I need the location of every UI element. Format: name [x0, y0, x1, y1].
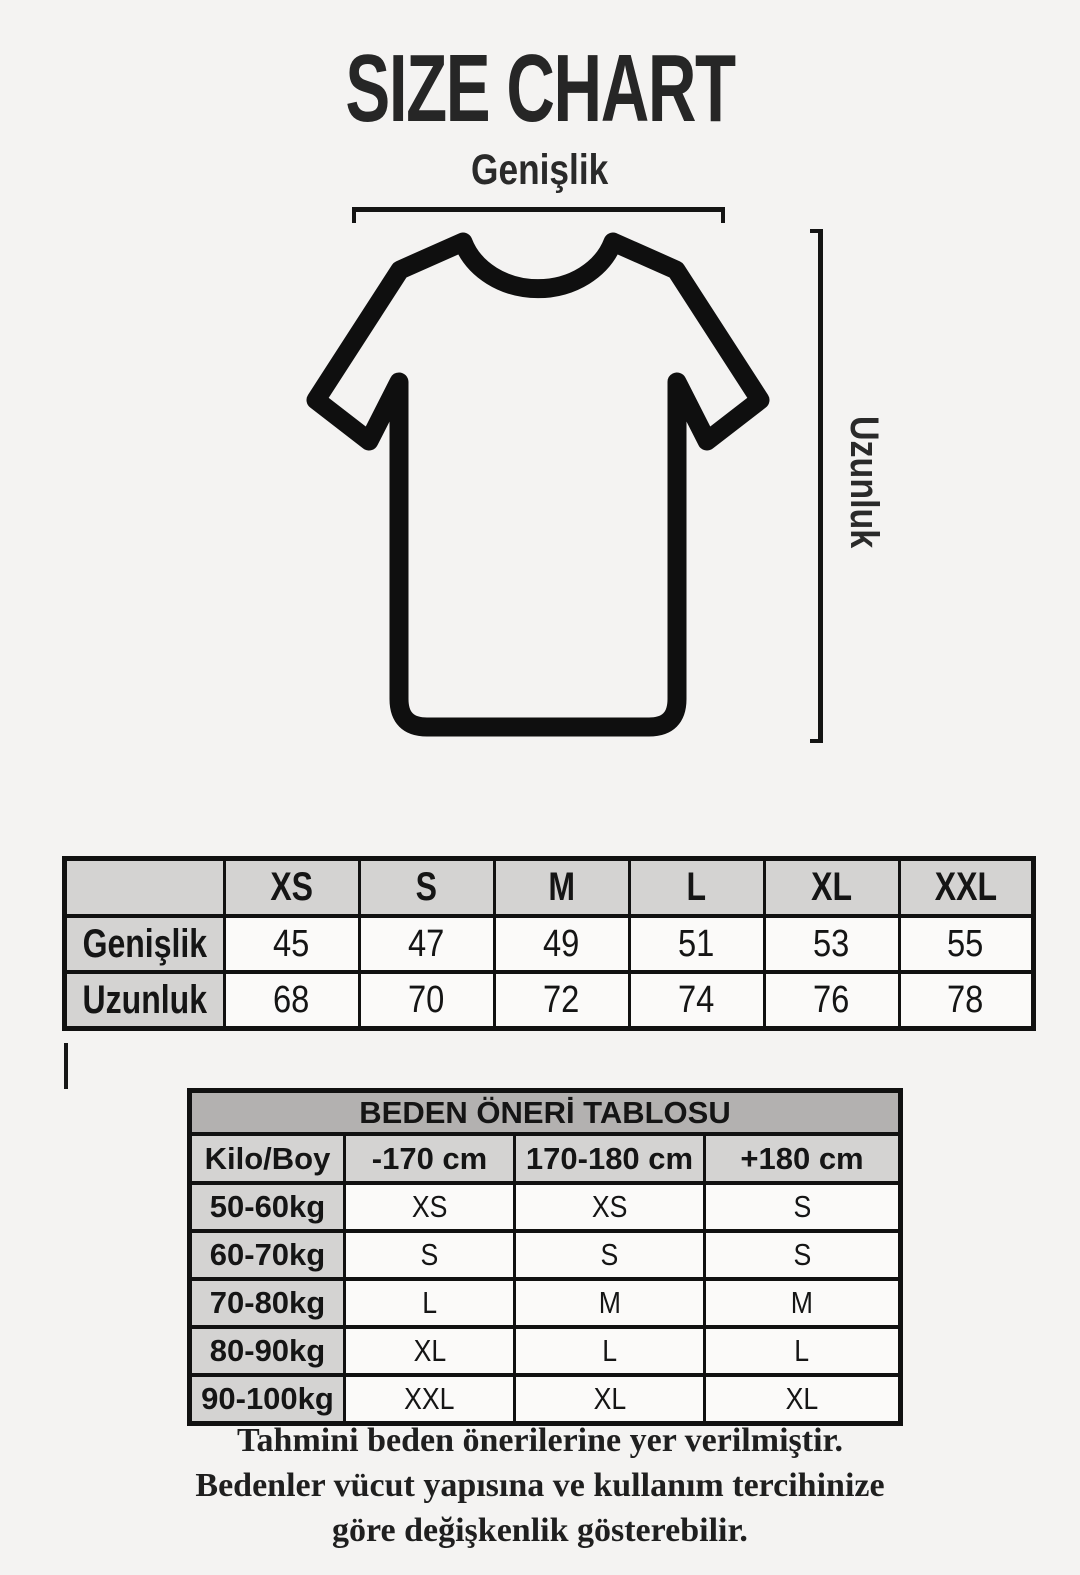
size-table-cell: 74 — [629, 972, 764, 1029]
recommendation-table-title-row — [190, 1091, 901, 1135]
recommendation-cell: XS — [515, 1183, 705, 1231]
recommendation-cell: S — [705, 1231, 901, 1279]
width-measure-bracket — [352, 207, 725, 223]
tshirt-outline-icon — [288, 222, 788, 762]
weight-range-label: 70-80kg — [190, 1279, 345, 1327]
size-table-header-cell: XS — [224, 859, 359, 917]
recommendation-table-row — [190, 1375, 901, 1424]
size-table-cell: 47 — [359, 916, 494, 972]
width-label-text: Genişlik — [471, 146, 609, 194]
size-table-header-cell: S — [359, 859, 494, 917]
size-table — [62, 856, 1036, 1031]
recommendation-table-header-row — [190, 1134, 901, 1183]
recommendation-cell: S — [345, 1231, 515, 1279]
footer-line: Bedenler vücut yapısına ve kullanım tercihinize — [195, 1467, 885, 1504]
recommendation-cell: XL — [345, 1327, 515, 1375]
size-table-length-row — [65, 972, 1034, 1029]
weight-range-label: 50-60kg — [190, 1183, 345, 1231]
size-table-row-label: Uzunluk — [65, 972, 225, 1029]
recommendation-cell: S — [705, 1183, 901, 1231]
recommendation-table-row — [190, 1279, 901, 1327]
size-table-width-row — [65, 916, 1034, 972]
stray-tick-mark — [64, 1043, 68, 1089]
recommendation-cell: L — [515, 1327, 705, 1375]
recommendation-cell: S — [515, 1231, 705, 1279]
recommendation-table-row — [190, 1327, 901, 1375]
size-table-header-cell: L — [629, 859, 764, 917]
length-measure-line — [810, 229, 823, 743]
length-label: Uzunluk — [842, 416, 886, 549]
page-title: SIZE CHART — [345, 35, 735, 142]
recommendation-cell: XS — [345, 1183, 515, 1231]
recommendation-table-header-cell: -170 cm — [345, 1134, 515, 1183]
weight-range-label: 90-100kg — [190, 1375, 345, 1424]
recommendation-table — [187, 1088, 903, 1426]
weight-range-label: 60-70kg — [190, 1231, 345, 1279]
size-table-corner-cell — [65, 859, 225, 917]
recommendation-cell: XL — [515, 1375, 705, 1424]
recommendation-cell: L — [345, 1279, 515, 1327]
recommendation-table-header-cell: +180 cm — [705, 1134, 901, 1183]
size-table-cell: 45 — [224, 916, 359, 972]
recommendation-table-header-cell: 170-180 cm — [515, 1134, 705, 1183]
recommendation-table-row — [190, 1231, 901, 1279]
size-table-cell: 51 — [629, 916, 764, 972]
size-table-cell: 49 — [494, 916, 629, 972]
footer-line: Tahmini beden önerilerine yer verilmiştir. — [237, 1422, 843, 1459]
size-table-cell: 78 — [899, 972, 1033, 1029]
size-table-cell: 76 — [764, 972, 899, 1029]
recommendation-cell: M — [705, 1279, 901, 1327]
footer-line: göre değişkenlik gösterebilir. — [332, 1512, 748, 1549]
recommendation-cell: M — [515, 1279, 705, 1327]
size-table-cell: 70 — [359, 972, 494, 1029]
size-table-cell: 55 — [899, 916, 1033, 972]
recommendation-cell: L — [705, 1327, 901, 1375]
recommendation-table-row — [190, 1183, 901, 1231]
recommendation-table-title: BEDEN ÖNERİ TABLOSU — [190, 1091, 901, 1135]
size-table-cell: 53 — [764, 916, 899, 972]
size-table-header-cell: XL — [764, 859, 899, 917]
recommendation-table-header-cell: Kilo/Boy — [190, 1134, 345, 1183]
size-table-header-row — [65, 859, 1034, 917]
size-table-cell: 72 — [494, 972, 629, 1029]
width-label — [0, 146, 1080, 195]
footer-note — [0, 1418, 1080, 1553]
size-table-cell: 68 — [224, 972, 359, 1029]
recommendation-cell: XXL — [345, 1375, 515, 1424]
size-table-row-label: Genişlik — [65, 916, 225, 972]
size-table-header-cell: XXL — [899, 859, 1033, 917]
weight-range-label: 80-90kg — [190, 1327, 345, 1375]
recommendation-cell: XL — [705, 1375, 901, 1424]
size-table-header-cell: M — [494, 859, 629, 917]
